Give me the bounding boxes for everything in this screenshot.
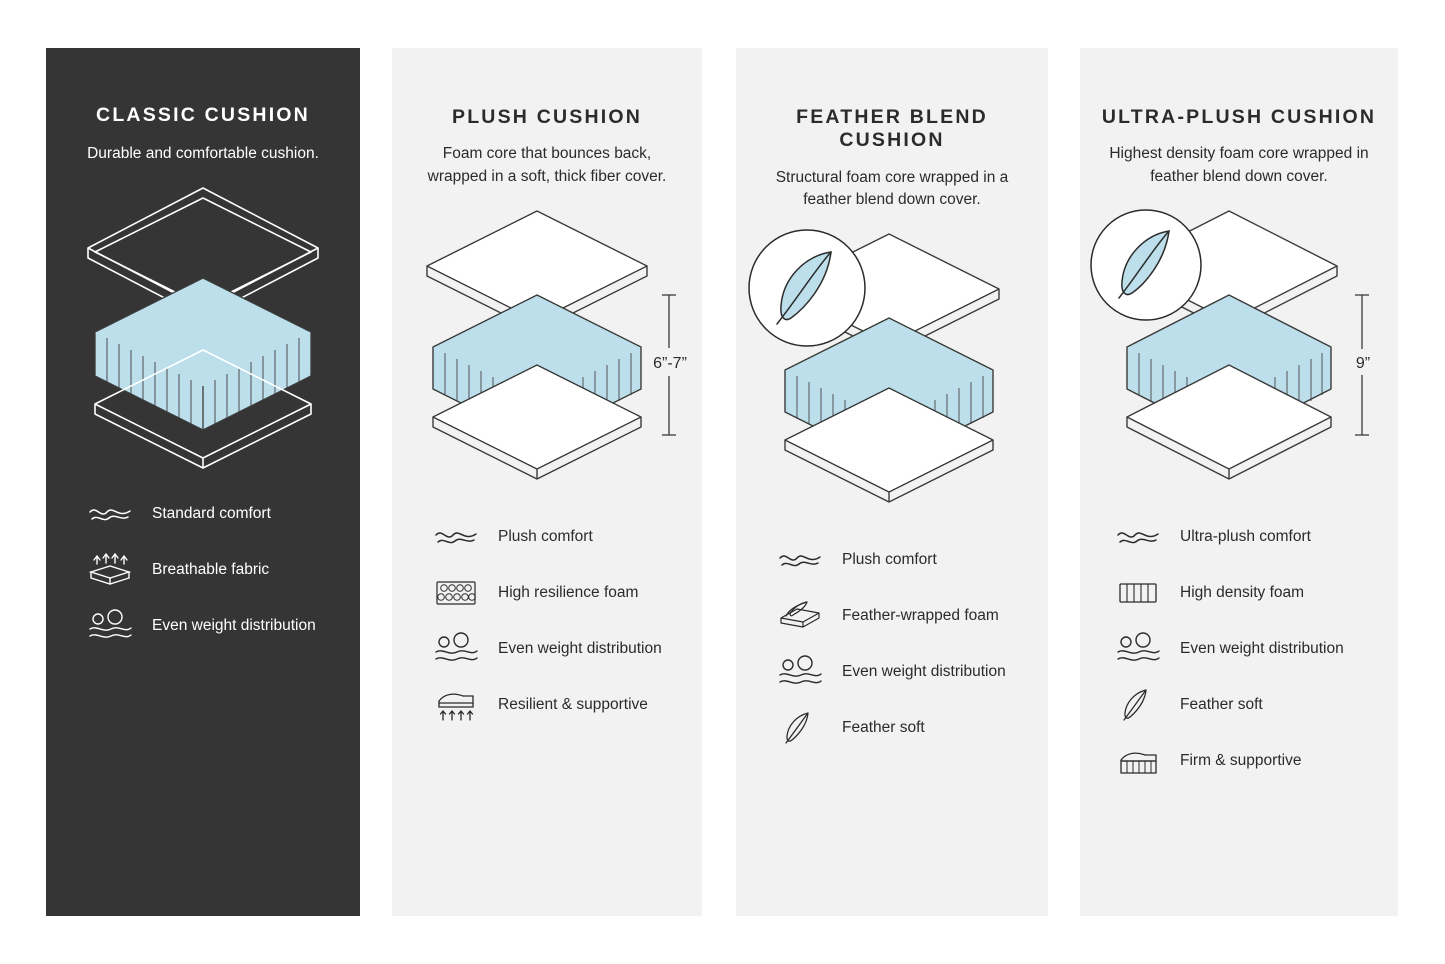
feature-row[interactable] xyxy=(736,532,1048,588)
feature-label: Even weight distribution xyxy=(1180,639,1344,657)
feature-row[interactable] xyxy=(1080,565,1398,621)
dimension-label: 6”-7” xyxy=(653,354,687,372)
feature-row[interactable] xyxy=(392,509,702,565)
card-plush-cushion[interactable] xyxy=(392,48,702,916)
cushion-layers-svg xyxy=(741,226,1043,516)
feature-list xyxy=(46,486,360,654)
breathable-fabric-icon xyxy=(84,551,136,589)
feather-badge xyxy=(1091,210,1201,320)
feature-row[interactable] xyxy=(46,598,360,654)
card-description: Structural foam core wrapped in a feather blend down cover. xyxy=(775,168,1009,209)
feature-list xyxy=(736,532,1048,756)
feature-label: Resilient & supportive xyxy=(498,695,648,713)
weight-distribution-icon xyxy=(1112,630,1164,668)
weight-distribution-icon xyxy=(774,653,826,691)
card-ultra-plush-cushion[interactable] xyxy=(1080,48,1398,916)
feature-label: Ultra-plush comfort xyxy=(1180,527,1311,545)
feather-badge xyxy=(749,230,865,346)
feature-list xyxy=(1080,509,1398,789)
feature-label: Breathable fabric xyxy=(152,561,270,579)
cushion-layers-svg xyxy=(397,203,697,493)
feature-row[interactable] xyxy=(736,700,1048,756)
feature-label: Feather soft xyxy=(842,719,925,737)
feature-label: Plush comfort xyxy=(498,527,593,545)
card-feather-blend-cushion[interactable] xyxy=(736,48,1048,916)
wave-icon xyxy=(774,541,826,579)
feature-label: High density foam xyxy=(1180,583,1305,601)
card-title: FEATHER BLEND CUSHION xyxy=(796,106,988,152)
cushion-layers-svg xyxy=(1084,203,1394,493)
feature-row[interactable] xyxy=(392,565,702,621)
feather-icon xyxy=(1112,686,1164,724)
feature-label: Feather soft xyxy=(1180,695,1263,713)
feature-label: Standard comfort xyxy=(152,505,271,523)
feature-label: Even weight distribution xyxy=(152,617,316,635)
feature-row[interactable] xyxy=(46,486,360,542)
feature-label: Feather-wrapped foam xyxy=(842,607,999,625)
cushion-exploded-diagram xyxy=(392,203,702,503)
dimension-label: 9” xyxy=(1355,354,1371,372)
feature-label: Firm & supportive xyxy=(1180,751,1302,769)
wave-icon xyxy=(430,518,482,556)
cushion-exploded-diagram xyxy=(736,226,1048,526)
honeycomb-foam-icon xyxy=(430,574,482,612)
feature-row[interactable] xyxy=(736,644,1048,700)
feather-icon xyxy=(774,709,826,747)
feature-row[interactable] xyxy=(392,677,702,733)
card-classic-cushion[interactable] xyxy=(46,48,360,916)
feature-label: Even weight distribution xyxy=(498,639,662,657)
wave-icon xyxy=(84,495,136,533)
feature-row[interactable] xyxy=(1080,677,1398,733)
feature-row[interactable] xyxy=(1080,509,1398,565)
feature-label: Plush comfort xyxy=(842,551,937,569)
card-description: Foam core that bounces back, wrapped in a soft, thick fiber cover. xyxy=(427,145,667,186)
card-title: ULTRA-PLUSH CUSHION xyxy=(1101,106,1377,128)
weight-distribution-icon xyxy=(84,607,136,645)
weight-distribution-icon xyxy=(430,630,482,668)
card-title: CLASSIC CUSHION xyxy=(96,104,310,126)
feature-label: High resilience foam xyxy=(498,583,639,601)
firm-support-icon xyxy=(1112,742,1164,780)
card-title: PLUSH CUSHION xyxy=(451,106,643,128)
feature-row[interactable] xyxy=(46,542,360,598)
wave-icon xyxy=(1112,518,1164,556)
dense-foam-icon xyxy=(1112,574,1164,612)
feature-row[interactable] xyxy=(736,588,1048,644)
cushion-layers-svg xyxy=(53,180,353,470)
feature-list xyxy=(392,509,702,733)
cushion-exploded-diagram xyxy=(1080,203,1398,503)
feature-row[interactable] xyxy=(392,621,702,677)
feather-wrapped-foam-icon xyxy=(774,597,826,635)
card-description: Highest density foam core wrapped in feather blend down cover. xyxy=(1109,145,1369,186)
feature-row[interactable] xyxy=(1080,733,1398,789)
resilient-support-icon xyxy=(430,686,482,724)
cushion-exploded-diagram xyxy=(46,180,360,480)
card-description: Durable and comfortable cushion. xyxy=(87,145,319,163)
feature-row[interactable] xyxy=(1080,621,1398,677)
feature-label: Even weight distribution xyxy=(842,663,1006,681)
